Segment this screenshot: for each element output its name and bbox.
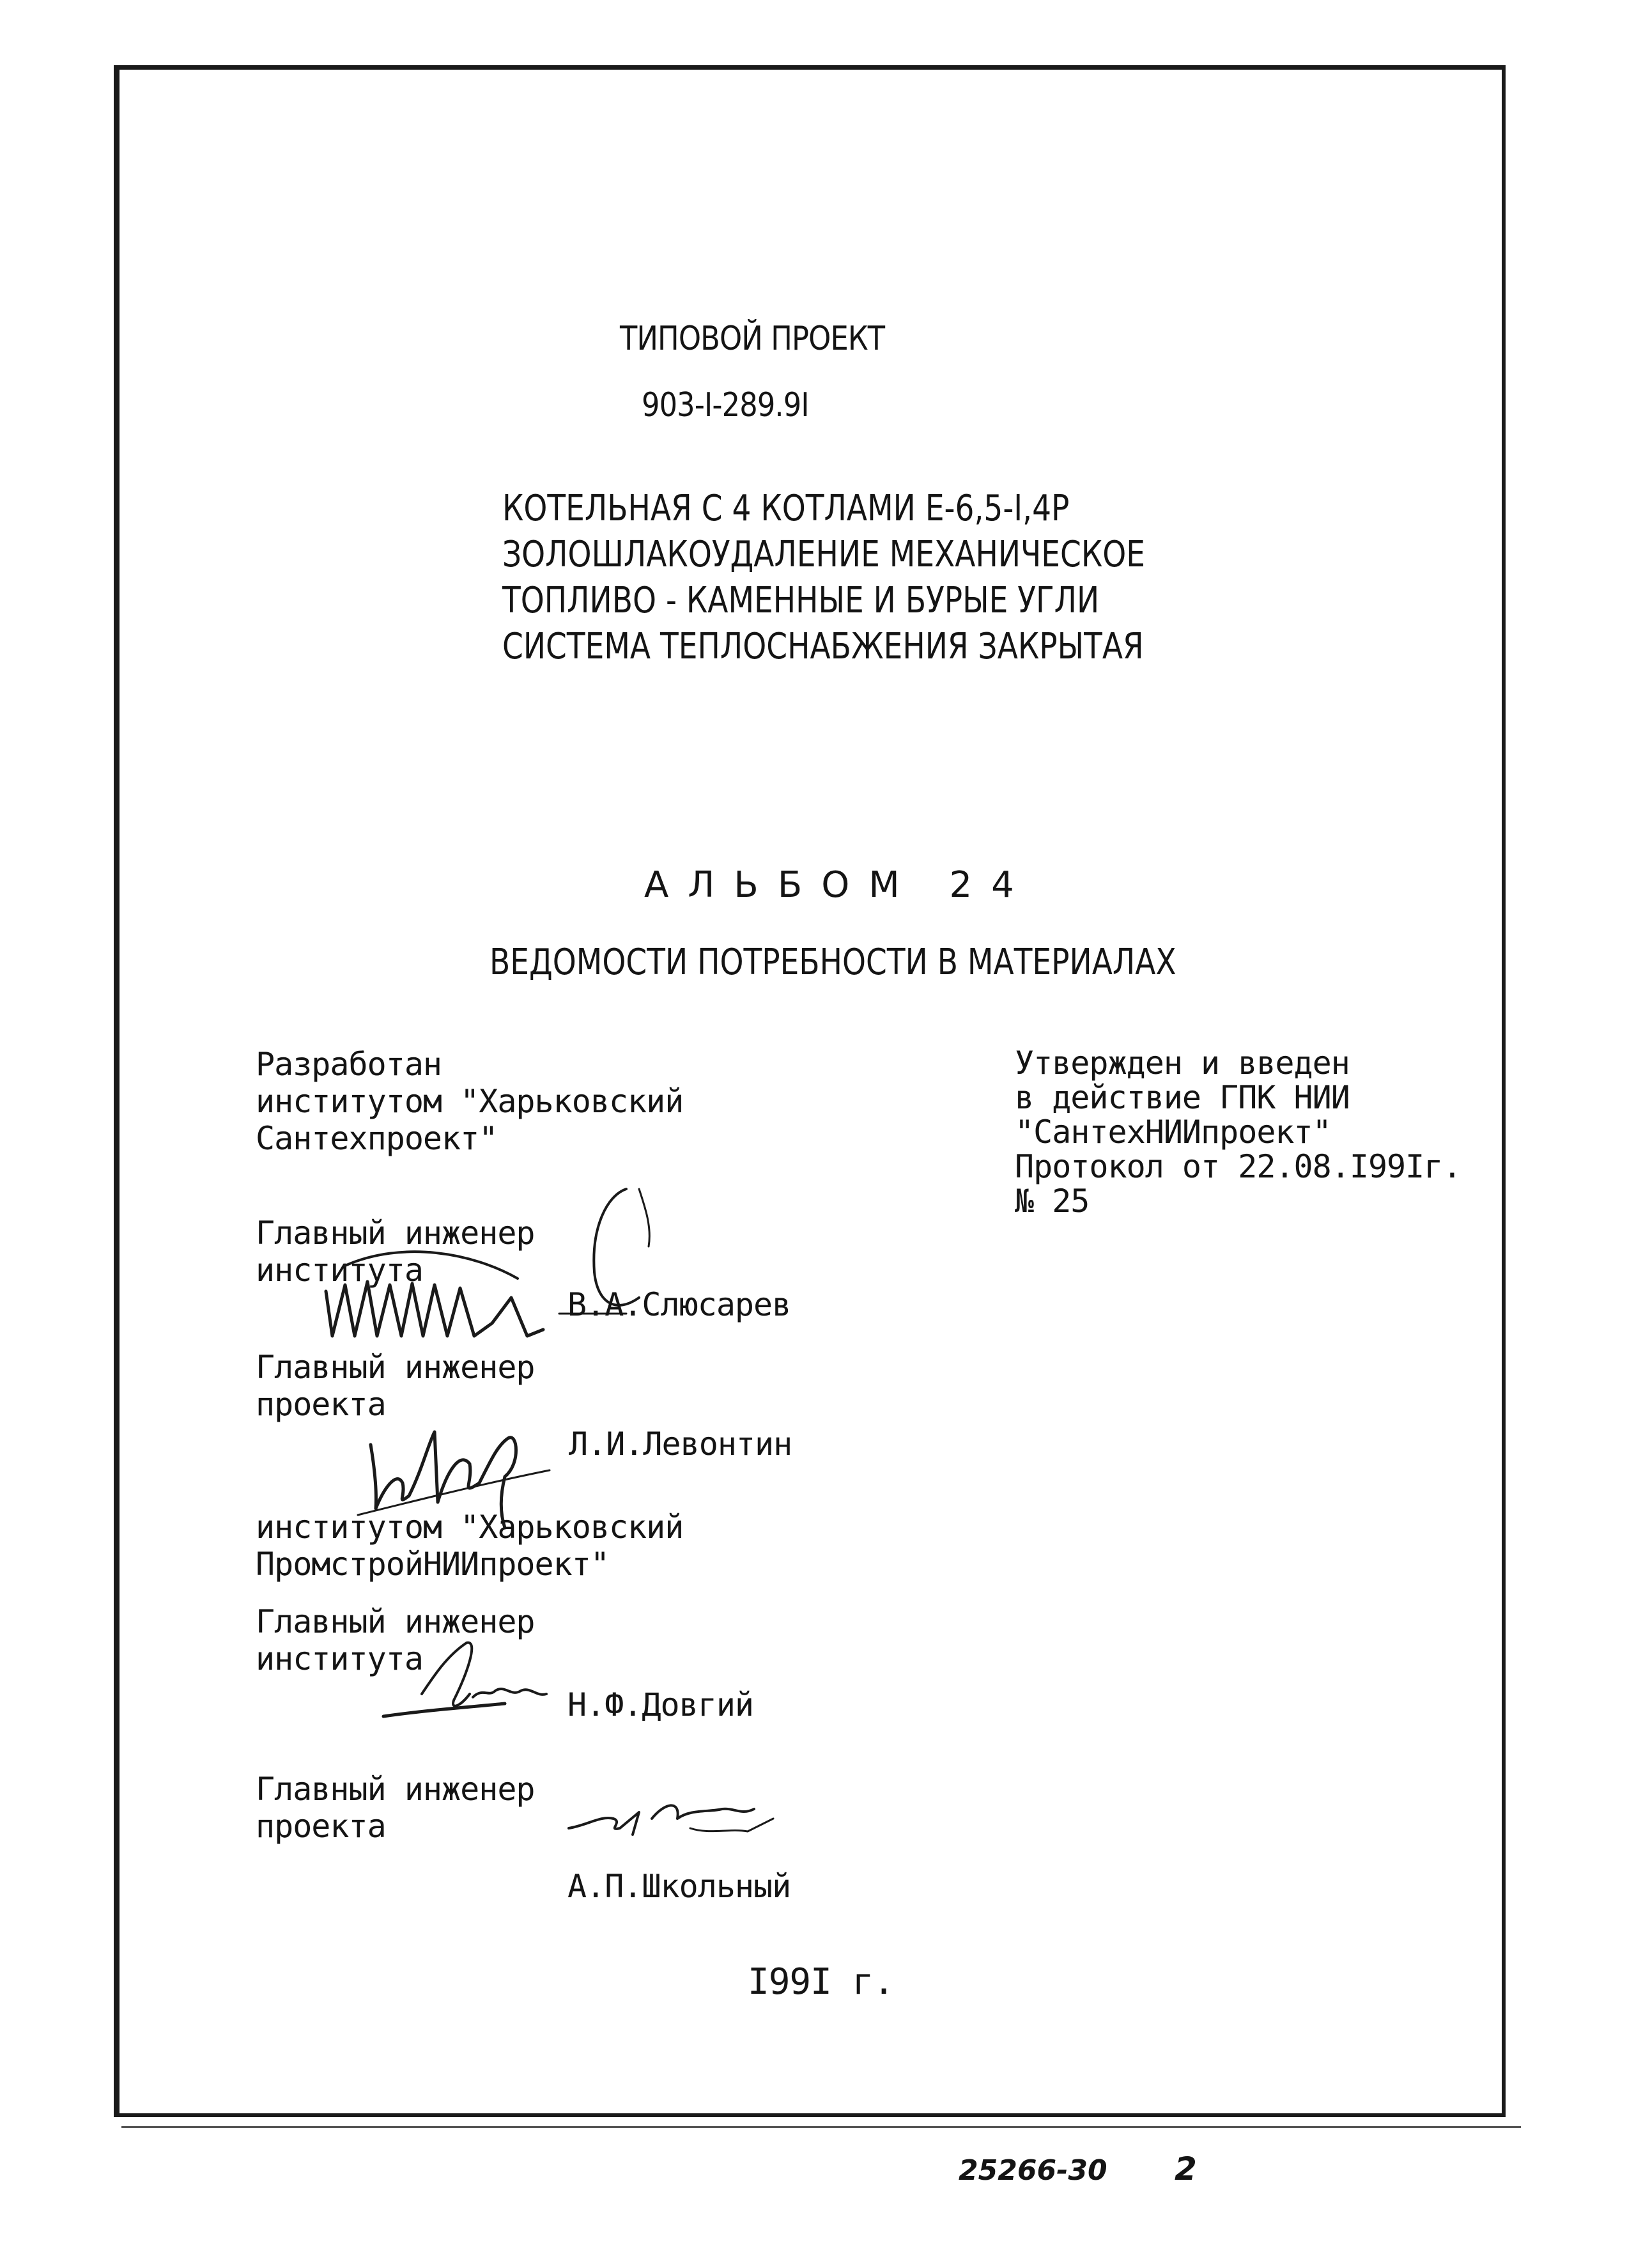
role-line: проекта [256, 1808, 386, 1845]
institute-line: институтом "Харьковский [256, 1509, 684, 1546]
developer-line: институтом "Харьковский [256, 1083, 684, 1120]
approval-line: № 25 [1015, 1183, 1090, 1220]
signatory-2-name: Л.И.Левонтин [569, 1425, 792, 1463]
description-line: СИСТЕМА ТЕПЛОСНАБЖЕНИЯ ЗАКРЫТАЯ [502, 626, 1144, 667]
developer-line: Сантехпроект" [256, 1120, 498, 1157]
approval-line: в действие ГПК НИИ [1015, 1079, 1350, 1116]
signatory-3-name: Н.Ф.Довгий [567, 1686, 754, 1723]
album-label: АЛЬБОМ 24 [644, 864, 1033, 906]
role-line: Главный инженер [256, 1771, 535, 1808]
role-line: Главный инженер [256, 1215, 535, 1252]
signature-shkolny [562, 1783, 805, 1854]
second-institute-block [256, 1509, 683, 1583]
approval-line: Протокол от 22.08.I99Iг. [1015, 1148, 1461, 1185]
page-number: 2 [1175, 2150, 1197, 2187]
approval-line: Утвержден и введен [1015, 1045, 1350, 1082]
document-code: 25266-30 [959, 2154, 1107, 2187]
role-line: Главный инженер [256, 1603, 535, 1640]
project-type: ТИПОВОЙ ПРОЕКТ [620, 320, 885, 358]
description-line: ТОПЛИВО - КАМЕННЫЕ И БУРЫЕ УГЛИ [502, 580, 1100, 621]
role-line: проекта [256, 1386, 386, 1423]
approval-block [1015, 1046, 1461, 1218]
signatory-4-role [256, 1771, 535, 1845]
album-subtitle: ВЕДОМОСТИ ПОТРЕБНОСТИ В МАТЕРИАЛАХ [490, 942, 1176, 983]
signatory-4-name: А.П.Школьный [567, 1868, 791, 1905]
signature-dovgiy [377, 1636, 582, 1739]
institute-line: ПромстройНИИпроект" [256, 1546, 609, 1583]
approval-line: "СантехНИИпроект" [1015, 1114, 1331, 1151]
developer-line: Разработан [256, 1046, 442, 1083]
role-line: Главный инженер [256, 1349, 535, 1386]
project-description [502, 486, 1145, 670]
role-line: института [256, 1252, 423, 1289]
signatory-1-name: В.А.Слюсарев [567, 1286, 791, 1323]
document-year: I99I г. [748, 1961, 895, 2003]
signature-slyusarev [307, 1176, 716, 1362]
description-line: ЗОЛОШЛАКОУДАЛЕНИЕ МЕХАНИЧЕСКОЕ [502, 534, 1146, 575]
project-number: 903-I-289.9I [642, 386, 809, 424]
role-line: института [256, 1640, 423, 1677]
bottom-scan-line [121, 2126, 1521, 2128]
developer-block [256, 1046, 683, 1157]
description-line: КОТЕЛЬНАЯ С 4 КОТЛАМИ Е-6,5-I,4Р [502, 488, 1070, 529]
